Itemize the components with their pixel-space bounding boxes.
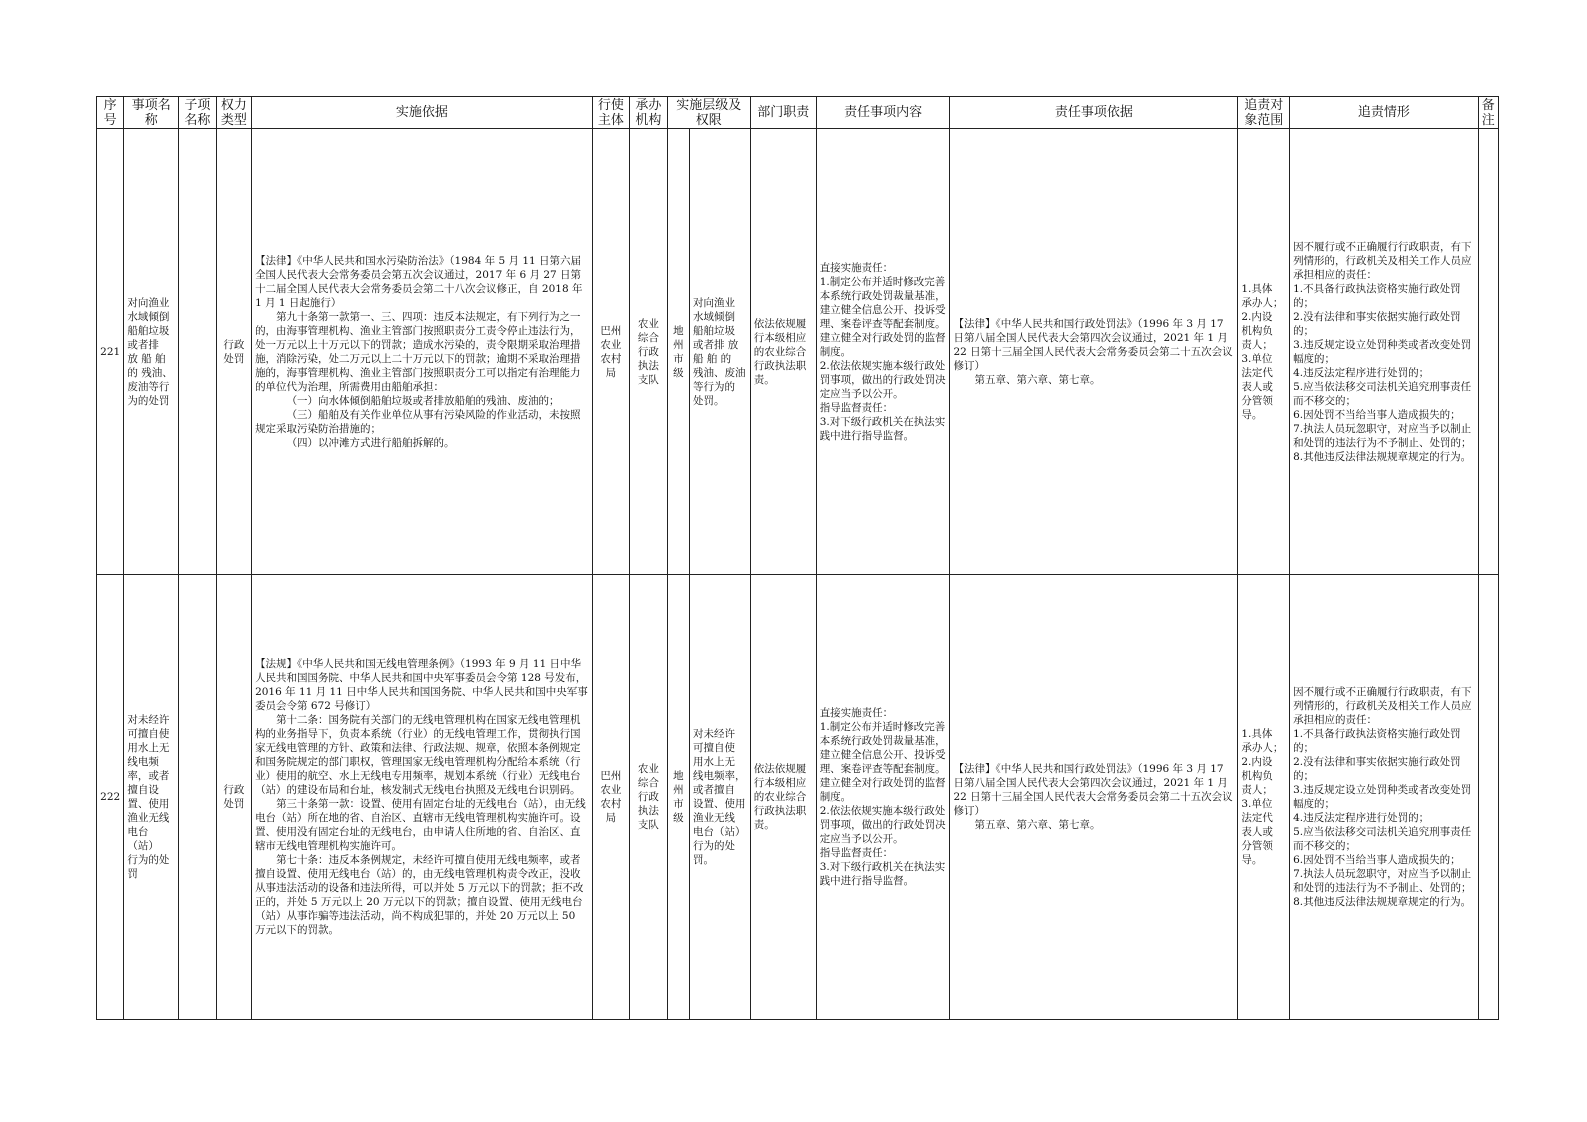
- level-cell: 地 州 市 级: [667, 575, 689, 1020]
- power-list-table: [96, 96, 1499, 1020]
- header-note: 备 注: [1478, 97, 1498, 129]
- basis-paragraph: 【法规】《中华人民共和国无线电管理条例》（1993 年 9 月 11 日中华人民共和国国务院、中华人民共和国中央军事委员会令第 128 号发布，2016 年 11 月 11 日中华人民共和国国务院、中华人民共和国中央军事委员会令第 672 号修订）: [255, 658, 588, 712]
- basis-paragraph: 第三十条第一款：设置、使用有固定台址的无线电台（站），由无线电台（站）所在地的省、自治区、直辖市无线电管理机构实施许可。设置、使用没有固定台址的无线电台，由申请人住所地的省、自治区、直辖市无线电管理机构实施许可。: [255, 798, 586, 852]
- basis-cell: [252, 575, 593, 1020]
- organization-cell: 农业 综合 行政 执法 支队: [630, 575, 668, 1020]
- sub-item-cell: [179, 129, 217, 575]
- table-row: [97, 129, 1499, 575]
- basis-paragraph: （四）以冲滩方式进行船舶拆解的。: [286, 436, 455, 449]
- header-responsibility: 责任事项内容: [816, 97, 950, 129]
- note-cell: [1478, 129, 1498, 575]
- header-level-authority: 实施层级及 权限: [667, 97, 750, 129]
- basis-paragraph: 第九十条第一款第一、三、四项：违反本法规定，有下列行为之一的，由海事管理机构、渔业主管部门按照职责分工责令停止违法行为，处一万元以上十万元以下的罚款；造成水污染的，责令限期采取治理措施，消除污染，处二万元以上二十万元以下的罚款；逾期不采取治理措施的，海事管理机构、渔业主管部门按照职责分工可以指定有治理能力的单位代为治理，所需费用由船舶承担：: [255, 310, 581, 393]
- organization-cell: 农业 综合 行政 执法 支队: [630, 129, 668, 575]
- responsibility-basis-paragraph: 第五章、第六章、第七章。: [974, 819, 1101, 831]
- power-type-cell: 行政 处罚: [216, 575, 251, 1020]
- department-duty-cell: 依法依规履 行本级相应 的农业综合 行政执法职 责。: [750, 575, 816, 1020]
- basis-paragraph: （三）船舶及有关作业单位从事有污染风险的作业活动，未按照规定采取污染防治措施的；: [255, 408, 581, 435]
- table-row: [97, 575, 1499, 1020]
- subject-cell: 巴州 农业 农村 局: [592, 129, 630, 575]
- responsibility-basis-cell: [950, 575, 1238, 1020]
- header-item-name: 事项名 称: [124, 97, 179, 129]
- accountability-scope-cell: 1.具体 承办人； 2.内设 机构负 责人； 3.单位 法定代 表人或 分管领 导。: [1238, 575, 1290, 1020]
- basis-paragraph: （一）向水体倾倒船舶垃圾或者排放船舶的残油、废油的；: [286, 394, 560, 407]
- power-type-cell: 行政 处罚: [216, 129, 251, 575]
- header-seq: 序 号: [97, 97, 124, 129]
- header-row: [97, 97, 1499, 129]
- responsibility-cell: 直接实施责任： 1.制定公布并适时修改完善本系统行政处罚裁量基准，建立健全信息公开、投诉受理、案卷评查等配套制度。建立健全对行政处罚的监督制度。 2.依法依规实施本级行政处罚事项，做出的行政处罚决定应当予以公开。 指导监督责任： 3.对下级行政机关在执法实践中进行指导监督。: [816, 129, 950, 575]
- basis-cell: [252, 129, 593, 575]
- responsibility-basis-paragraph: 【法律】《中华人民共和国行政处罚法》（1996 年 3 月 17 日第八届全国人民代表大会第四次会议通过，2021 年 1 月 22 日第十三届全国人民代表大会常务委员会第二十五次会议修订）: [953, 763, 1233, 817]
- note-cell: [1478, 575, 1498, 1020]
- level-cell: 地 州 市 级: [667, 129, 689, 575]
- header-accountability-cases: 追责情形: [1290, 97, 1479, 129]
- item-name-cell: 对向渔业 水域倾倒 船舶垃圾 或者排 放 船 舶 的 残油、 废油等行 为的处罚: [124, 129, 179, 575]
- basis-paragraph: 第十二条：国务院有关部门的无线电管理机构在国家无线电管理机构的业务指导下，负责本系统（行业）的无线电管理工作，贯彻执行国家无线电管理的方针、政策和法律、行政法规、规章，依照本条例规定和国务院规定的部门职权，管理国家无线电管理机构分配给本系统（行业）使用的航空、水上无线电专用频率，规划本系统（行业）无线电台（站）的建设布局和台址，核发制式无线电台执照及无线电台识别码。: [255, 714, 581, 796]
- basis-paragraph: 【法律】《中华人民共和国水污染防治法》（1984 年 5 月 11 日第六届全国人民代表大会常务委员会第五次会议通过，2017 年 6 月 27 日第十二届全国人民代表大会常务委员会第二十八次会议修正，自 2018 年 1 月 1 日起施行）: [255, 254, 583, 309]
- header-department-duty: 部门职责: [750, 97, 816, 129]
- seq-cell: 222: [97, 575, 124, 1020]
- header-subject: 行使 主体: [592, 97, 630, 129]
- seq-cell: 221: [97, 129, 124, 575]
- header-basis: 实施依据: [252, 97, 593, 129]
- accountability-cases-cell: 因不履行或不正确履行行政职责，有下列情形的，行政机关及相关工作人员应承担相应的责任： 1.不具备行政执法资格实施行政处罚的； 2.没有法律和事实依据实施行政处罚的； 3.违反规定设立处罚种类或者改变处罚幅度的； 4.违反法定程序进行处罚的； 5.应当依法移交司法机关追究刑事责任而不移交的； 6.因处罚不当给当事人造成损失的； 7.执法人员玩忽职守，对应当予以制止和处罚的违法行为不予制止、处罚的； 8.其他违反法律法规规章规定的行为。: [1290, 129, 1479, 575]
- item-name-cell: 对未经许 可擅自使 用水上无 线电频 率，或者 擅自设 置、使用 渔业无线 电台（站） 行为的处 罚: [124, 575, 179, 1020]
- department-duty-cell: 依法依规履 行本级相应 的农业综合 行政执法职 责。: [750, 129, 816, 575]
- header-organization: 承办 机构: [630, 97, 668, 129]
- responsibility-cell: 直接实施责任： 1.制定公布并适时修改完善本系统行政处罚裁量基准，建立健全信息公开、投诉受理、案卷评查等配套制度。建立健全对行政处罚的监督制度。 2.依法依规实施本级行政处罚事项，做出的行政处罚决定应当予以公开。 指导监督责任： 3.对下级行政机关在执法实践中进行指导监督。: [816, 575, 950, 1020]
- basis-paragraph: 第七十条：违反本条例规定，未经许可擅自使用无线电频率，或者擅自设置、使用无线电台（站）的，由无线电管理机构责令改正，没收从事违法活动的设备和违法所得，可以并处 5 万元以下的罚款；拒不改正的，并处 5 万元以上 20 万元以下的罚款；擅自设置、使用无线电台（站）从事诈骗等违法活动，尚不构成犯罪的，并处 20 万元以上 50 万元以下的罚款。: [255, 854, 584, 936]
- responsibility-basis-cell: [950, 129, 1238, 575]
- authority-cell: 对未经许 可擅自使 用水上无 线电频率， 或者擅自 设置、使用 渔业无线 电台（站） 行为的处 罚。: [689, 575, 750, 1020]
- subject-cell: 巴州 农业 农村 局: [592, 575, 630, 1020]
- header-accountability-scope: 追责对 象范围: [1238, 97, 1290, 129]
- sub-item-cell: [179, 575, 217, 1020]
- authority-cell: 对向渔业 水域倾倒 船舶垃圾 或者排 放 船 舶 的 残油、废油 等行为的 处罚。: [689, 129, 750, 575]
- responsibility-basis-paragraph: 第五章、第六章、第七章。: [974, 373, 1101, 386]
- header-responsibility-basis: 责任事项依据: [950, 97, 1238, 129]
- header-power-type: 权力 类型: [216, 97, 251, 129]
- header-sub-item: 子项 名称: [179, 97, 217, 129]
- accountability-cases-cell: 因不履行或不正确履行行政职责，有下列情形的，行政机关及相关工作人员应承担相应的责任： 1.不具备行政执法资格实施行政处罚的； 2.没有法律和事实依据实施行政处罚的； 3.违反规定设立处罚种类或者改变处罚幅度的； 4.违反法定程序进行处罚的； 5.应当依法移交司法机关追究刑事责任而不移交的； 6.因处罚不当给当事人造成损失的； 7.执法人员玩忽职守，对应当予以制止和处罚的违法行为不予制止、处罚的； 8.其他违反法律法规规章规定的行为。: [1290, 575, 1479, 1020]
- responsibility-basis-paragraph: 【法律】《中华人民共和国行政处罚法》（1996 年 3 月 17 日第八届全国人民代表大会第四次会议通过，2021 年 1 月 22 日第十三届全国人民代表大会常务委员会第二十五次会议修订）: [953, 317, 1233, 372]
- accountability-scope-cell: 1.具体 承办人； 2.内设 机构负 责人； 3.单位 法定代 表人或 分管领 导。: [1238, 129, 1290, 575]
